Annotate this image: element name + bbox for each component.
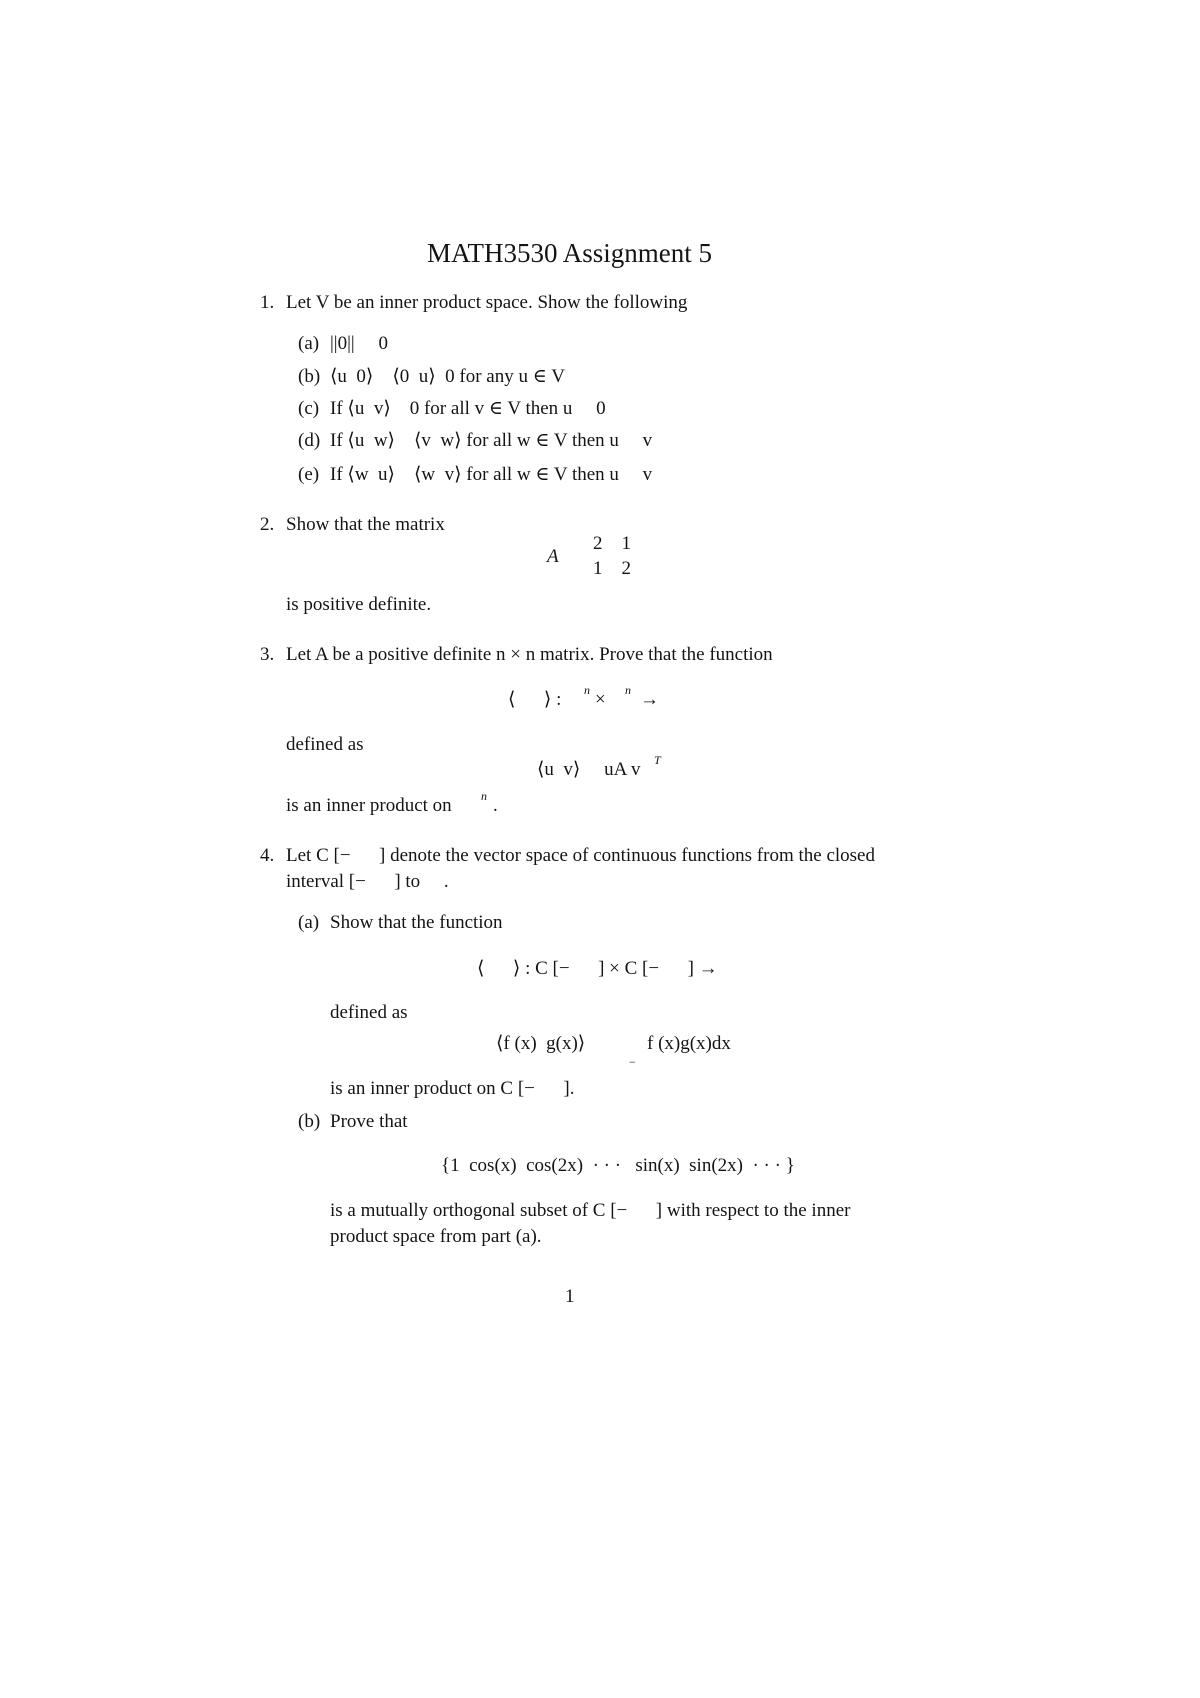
q1-part-e-text: If ⟨w u⟩ ⟨w v⟩ for all w ∈ V then u v bbox=[330, 464, 653, 485]
q3-superscript-n-1: n bbox=[584, 683, 590, 697]
q4-part-b-after-line1: is a mutually orthogonal subset of C [− ] with respect to the inner bbox=[330, 1200, 851, 1221]
q4-part-a-function: ⟨ ⟩ : C [− ] × C [− ] → bbox=[477, 958, 718, 979]
q1-part-c-text: If ⟨u v⟩ 0 for all v ∈ V then u 0 bbox=[330, 398, 606, 419]
page-title: MATH3530 Assignment 5 bbox=[427, 238, 713, 268]
q1-part-b-label: (b) bbox=[298, 366, 321, 387]
q4-number: 4. bbox=[260, 845, 275, 866]
q1-part-b-text: ⟨u 0⟩ ⟨0 u⟩ 0 for any u ∈ V bbox=[330, 366, 565, 387]
q4-part-b-label: (b) bbox=[298, 1111, 321, 1132]
q4-part-a-defined-as: defined as bbox=[330, 1002, 408, 1023]
q2-matrix-name: A bbox=[547, 546, 559, 567]
q3-after-superscript: n bbox=[481, 789, 487, 803]
q2-after: is positive definite. bbox=[286, 594, 432, 615]
q1-part-d-label: (d) bbox=[298, 430, 321, 451]
q3-function-signature: ⟨ ⟩ : bbox=[508, 689, 562, 710]
q4-stem-line2: interval [− ] to . bbox=[286, 871, 449, 892]
q1-stem: Let V be an inner product space. Show the following bbox=[286, 292, 688, 313]
q3-after: is an inner product on bbox=[286, 795, 452, 816]
q2-matrix-row1: 2 1 bbox=[593, 533, 631, 554]
q3-definition: ⟨u v⟩ uA v bbox=[537, 759, 641, 780]
q4-part-b-text: Prove that bbox=[330, 1111, 408, 1132]
q1-part-d-text: If ⟨u w⟩ ⟨v w⟩ for all w ∈ V then u v bbox=[330, 430, 653, 451]
q4-part-a-integral-lower: − bbox=[629, 1055, 636, 1069]
q2-number: 2. bbox=[260, 514, 275, 535]
q1-part-e-label: (e) bbox=[298, 464, 320, 485]
q4-part-b-set: {1 cos(x) cos(2x) · · · sin(x) sin(2x) · · · } bbox=[441, 1155, 795, 1176]
q1-part-a-text: ||0|| 0 bbox=[330, 333, 388, 354]
q4-part-a-integral: f (x)g(x)dx bbox=[647, 1033, 731, 1054]
q4-part-a-after: is an inner product on C [− ]. bbox=[330, 1078, 575, 1099]
q3-function-times: × bbox=[595, 689, 606, 710]
q3-definition-superscript: T bbox=[654, 753, 661, 767]
q3-after-end: . bbox=[493, 795, 498, 816]
q4-stem-line1: Let C [− ] denote the vector space of continuous functions from the closed bbox=[286, 845, 875, 866]
q1-part-a-label: (a) bbox=[298, 333, 320, 354]
q3-number: 3. bbox=[260, 644, 275, 665]
q3-superscript-n-2: n bbox=[625, 683, 631, 697]
q4-part-b-after-line2: product space from part (a). bbox=[330, 1226, 542, 1247]
q3-function-arrow: → bbox=[640, 689, 659, 710]
q2-matrix-row2: 1 2 bbox=[593, 558, 631, 579]
page-number: 1 bbox=[565, 1286, 575, 1307]
q4-part-a-label: (a) bbox=[298, 912, 320, 933]
q3-defined-as: defined as bbox=[286, 734, 364, 755]
q4-part-a-definition: ⟨f (x) g(x)⟩ bbox=[496, 1033, 586, 1054]
q3-stem: Let A be a positive definite n × n matrix. Prove that the function bbox=[286, 644, 773, 665]
q1-number: 1. bbox=[260, 292, 275, 313]
q4-part-a-text: Show that the function bbox=[330, 912, 503, 933]
q1-part-c-label: (c) bbox=[298, 398, 320, 419]
q2-stem: Show that the matrix bbox=[286, 514, 445, 535]
